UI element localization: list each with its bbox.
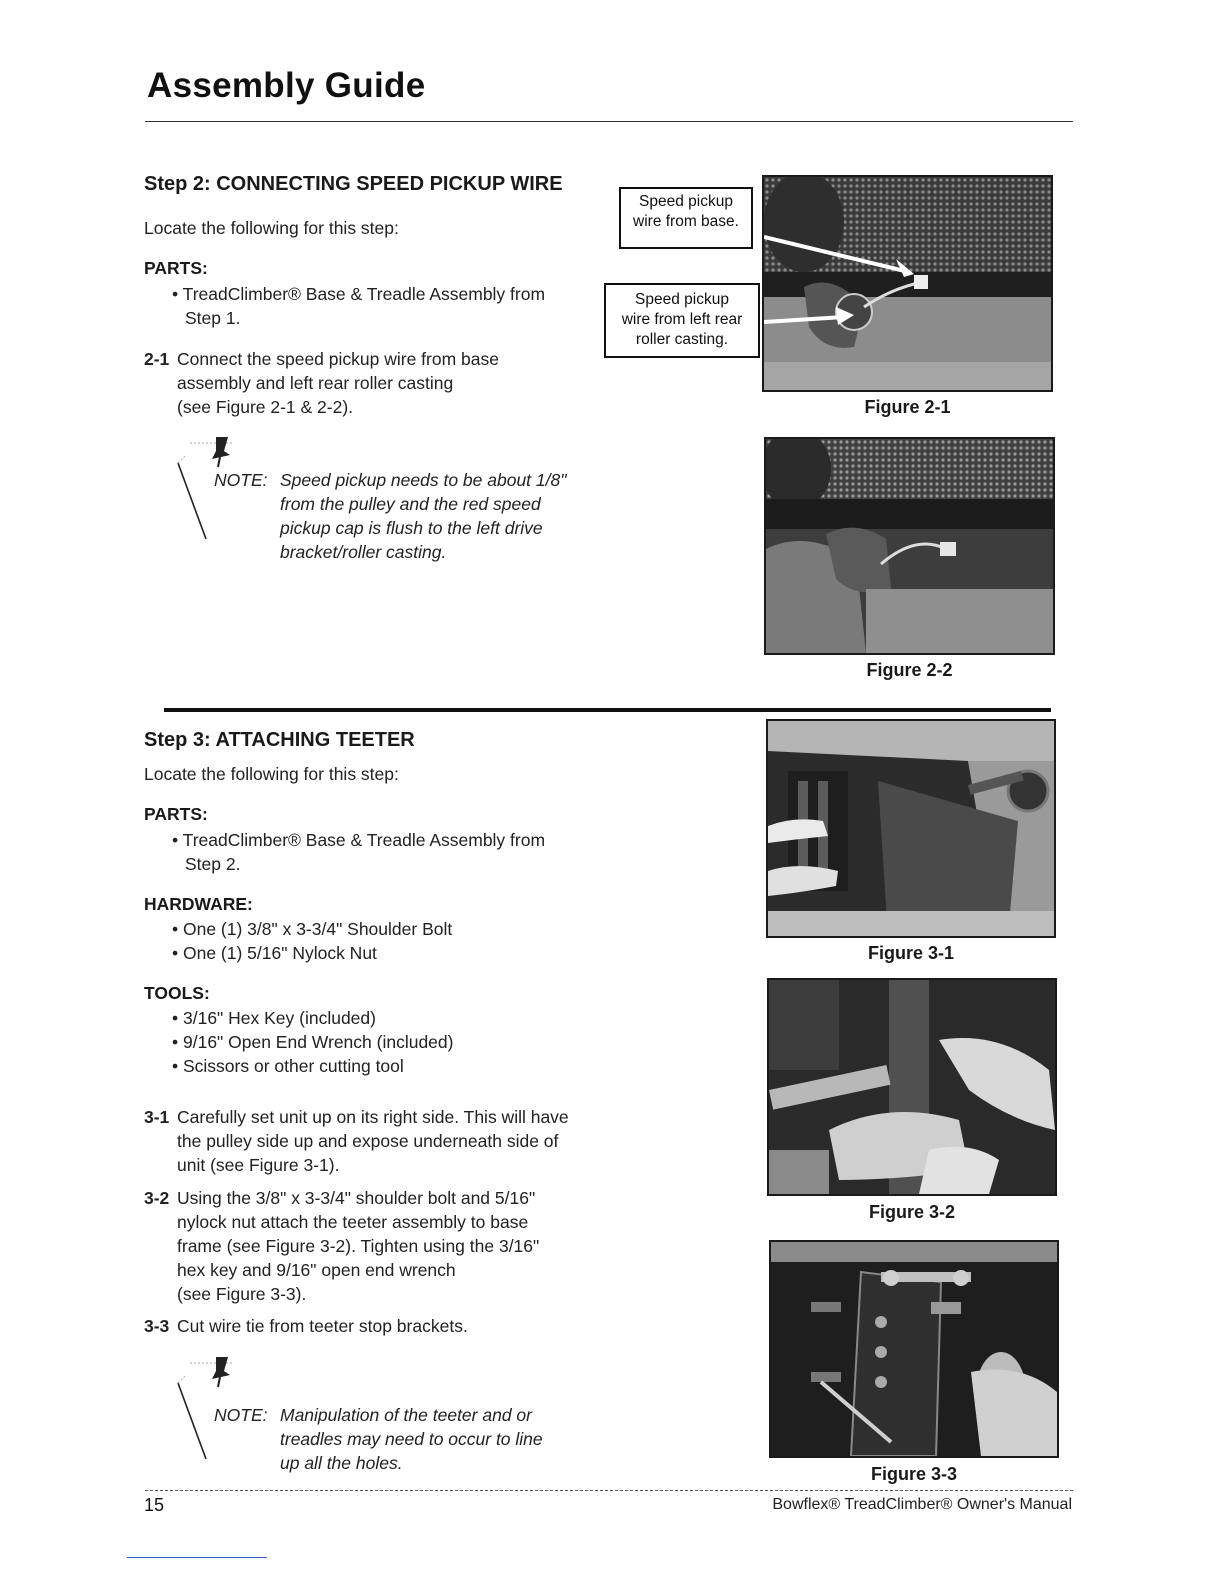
callout-line: wire from base.	[633, 213, 739, 230]
step2-instr-line: (see Figure 2-1 & 2-2).	[177, 397, 354, 417]
figure-2-2-photo	[764, 437, 1055, 655]
step2-part-line: • TreadClimber® Base & Treadle Assembly from	[172, 284, 546, 304]
step2-heading: Step 2: CONNECTING SPEED PICKUP WIRE	[144, 173, 563, 195]
step3-tool-line: • 3/16" Hex Key (included)	[172, 1008, 376, 1028]
figure-2-2-caption: Figure 2-2	[866, 660, 953, 680]
step3-instr-line: Using the 3/8" x 3-3/4" shoulder bolt and 5/16"	[177, 1188, 536, 1208]
step3-instr-line: nylock nut attach the teeter assembly to base	[177, 1212, 529, 1232]
footnote-rule	[127, 1557, 267, 1558]
step3-note-label: NOTE:	[214, 1405, 268, 1425]
step3-tools-label: TOOLS:	[144, 983, 210, 1003]
step2-note-line: from the pulley and the red speed	[280, 494, 541, 514]
step3-instr-number: 3-1	[144, 1107, 170, 1127]
step3-instr-number: 3-2	[144, 1188, 170, 1208]
figure-2-1-caption: Figure 2-1	[864, 397, 951, 417]
step2-note-line: Speed pickup needs to be about 1/8"	[280, 470, 567, 490]
section-divider	[164, 708, 1051, 712]
callout-base-wire	[619, 187, 753, 249]
figure-3-2-caption: Figure 3-2	[868, 1202, 956, 1222]
page-number: 15	[144, 1495, 165, 1515]
step3-tool-line: • Scissors or other cutting tool	[172, 1056, 404, 1076]
step3-tool-line: • 9/16" Open End Wrench (included)	[172, 1032, 454, 1052]
step2-instr-number: 2-1	[144, 349, 170, 369]
figure-3-1-caption: Figure 3-1	[867, 943, 955, 963]
callout-line: wire from left rear	[621, 311, 743, 328]
step3-instr-line: Cut wire tie from teeter stop brackets.	[177, 1316, 468, 1336]
callout-rear-wire	[604, 283, 760, 358]
step3-hardware-label: HARDWARE:	[144, 894, 253, 914]
step2-note-line: bracket/roller casting.	[280, 542, 447, 562]
step3-heading: Step 3: ATTACHING TEETER	[144, 729, 415, 751]
step2-instr-line: assembly and left rear roller casting	[177, 373, 454, 393]
manual-name: Bowflex® TreadClimber® Owner's Manual	[772, 1496, 1072, 1513]
step3-instr-line: frame (see Figure 3-2). Tighten using the 3/16"	[177, 1236, 540, 1256]
callout-line: Speed pickup	[639, 193, 733, 210]
step2-parts-label: PARTS:	[144, 258, 208, 278]
step3-locate: Locate the following for this step:	[144, 764, 399, 784]
figure-3-2-photo	[767, 978, 1057, 1196]
step3-instr-line: Carefully set unit up on its right side. This will have	[177, 1107, 569, 1127]
step3-instr-number: 3-3	[144, 1316, 170, 1336]
step3-note-line: treadles may need to occur to line	[280, 1429, 543, 1449]
step3-parts-label: PARTS:	[144, 804, 208, 824]
callout-line: roller casting.	[635, 331, 729, 348]
step3-part-line: Step 2.	[185, 854, 241, 874]
step2-note-label: NOTE:	[214, 470, 268, 490]
page-title: Assembly Guide	[147, 66, 426, 105]
step3-hardware-line: • One (1) 3/8" x 3-3/4" Shoulder Bolt	[172, 919, 453, 939]
figure-3-3-caption: Figure 3-3	[870, 1464, 958, 1484]
step2-part-line: Step 1.	[185, 308, 241, 328]
step2-locate: Locate the following for this step:	[144, 218, 399, 238]
figure-2-1-photo	[762, 175, 1053, 392]
step3-note-line: up all the holes.	[280, 1453, 403, 1473]
step3-instr-line: hex key and 9/16" open end wrench	[177, 1260, 456, 1280]
step3-instr-line: unit (see Figure 3-1).	[177, 1155, 340, 1175]
step3-instr-line: the pulley side up and expose underneath side of	[177, 1131, 559, 1151]
callout-line: Speed pickup	[635, 291, 729, 308]
header-rule	[145, 121, 1073, 122]
step3-instr-line: (see Figure 3-3).	[177, 1284, 307, 1304]
figure-3-1-photo	[766, 719, 1056, 938]
step2-instr-line: Connect the speed pickup wire from base	[177, 349, 499, 369]
footer-rule	[145, 1490, 1073, 1491]
step3-note-line: Manipulation of the teeter and or	[280, 1405, 532, 1425]
figure-3-3-photo	[769, 1240, 1059, 1458]
step3-part-line: • TreadClimber® Base & Treadle Assembly from	[172, 830, 546, 850]
step2-note-line: pickup cap is flush to the left drive	[280, 518, 543, 538]
step3-hardware-line: • One (1) 5/16" Nylock Nut	[172, 943, 377, 963]
